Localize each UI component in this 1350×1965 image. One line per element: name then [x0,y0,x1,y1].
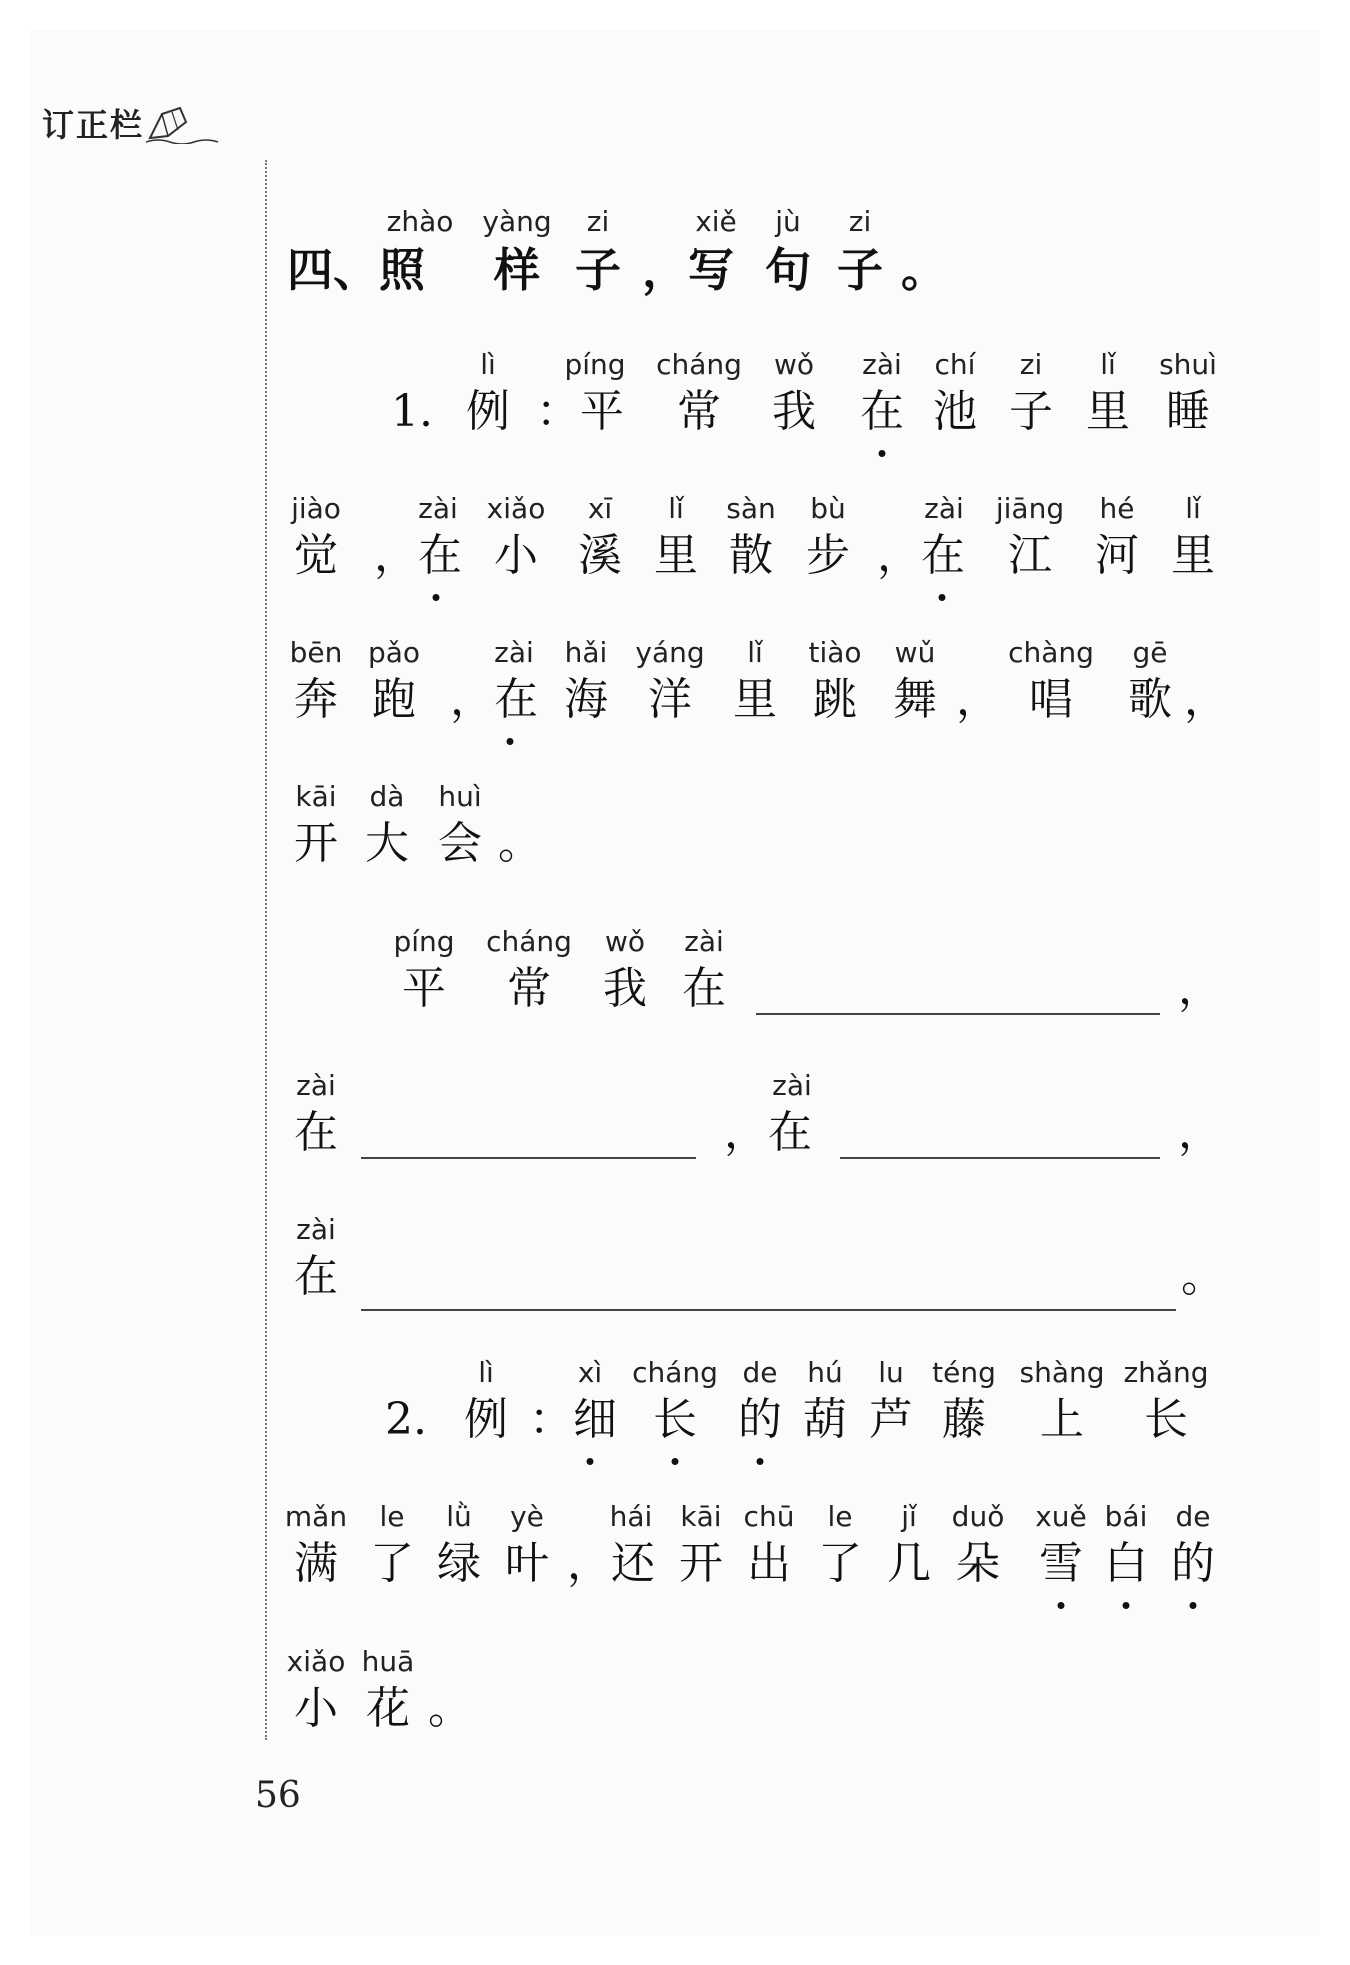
pinyin: lǐ [1185,492,1201,525]
hanzi: 开 [294,818,338,869]
hanzi: 舞 [893,674,937,725]
margin-divider [265,160,267,1740]
hanzi: 花 [366,1683,410,1734]
hanzi: 觉 [294,530,338,581]
hanzi: 溪 [578,530,622,581]
pinyin: dà [369,780,405,813]
pinyin: zài [296,1213,336,1246]
emphasis-dot [672,1458,679,1465]
emphasis-dot [1190,1602,1197,1609]
pinyin: shàng [1019,1356,1105,1389]
hanzi: 满 [294,1538,338,1589]
hanzi: 的 [1171,1538,1215,1589]
pinyin: lǜ [446,1500,472,1533]
hanzi: 例 [464,1394,508,1445]
hanzi: ， [1178,1107,1222,1158]
hanzi: 我 [772,386,816,437]
item-number: 2. [385,1394,427,1445]
hanzi: ：细 [529,1394,617,1445]
hanzi: 。 [1181,1251,1225,1302]
hanzi: 子 [1009,386,1053,437]
hanzi: 了 [370,1538,414,1589]
hanzi: 例 [466,386,510,437]
hanzi: 长 [1144,1394,1188,1445]
pinyin: zi [1019,348,1043,381]
pinyin: zhǎng [1123,1356,1209,1389]
pinyin: xiǎo [486,492,546,525]
fill-in-line-2 [288,1069,1228,1199]
pinyin: téng [932,1356,996,1389]
fill-in-line-1 [288,925,1228,1055]
heading-char: 。 [901,243,947,297]
emphasis-dot [939,594,946,601]
hanzi: 的 [738,1394,782,1445]
emphasis-dot [507,738,514,745]
pinyin: huì [438,780,482,813]
heading-char: 四、照 [287,243,425,297]
hanzi: 池 [933,386,977,437]
pinyin: wǔ [894,636,936,669]
pinyin: le [379,1500,405,1533]
pinyin: le [827,1500,853,1533]
pinyin: xuě [1035,1500,1087,1533]
pinyin: de [742,1356,778,1389]
heading-char: 句 [765,243,811,297]
hanzi: 出 [747,1538,791,1589]
pinyin: chàng [1008,636,1094,669]
hanzi: 藤 [942,1394,986,1445]
hanzi: 里 [1171,530,1215,581]
pinyin: kāi [680,1500,722,1533]
hanzi: 江 [1008,530,1052,581]
pinyin: zài [862,348,902,381]
hanzi: 里 [1086,386,1130,437]
hanzi: 叶 [505,1538,549,1589]
emphasis-dot [587,1458,594,1465]
hanzi: ：平 [536,386,624,437]
hanzi: 平 [402,963,446,1014]
hanzi: 了 [818,1538,862,1589]
pinyin: wǒ [773,348,815,381]
correction-column-header [42,100,224,146]
page-number: 56 [255,1775,301,1816]
example-2-line-1 [288,1356,1228,1486]
pinyin: mǎn [284,1500,348,1533]
pinyin: hái [609,1500,653,1533]
hanzi: 跳 [813,674,857,725]
pinyin: wǒ [604,925,646,958]
pinyin: zi [586,205,610,238]
hanzi: 海 [564,674,608,725]
hanzi: 朵 [956,1538,1000,1589]
example-1-line-3 [288,636,1228,766]
hanzi: 河 [1095,530,1139,581]
example-1-line-4 [288,780,1228,910]
pinyin: lì [480,348,496,381]
hanzi: 步 [806,530,850,581]
hanzi: ，在 [374,530,462,581]
hanzi: 洋 [648,674,692,725]
section-heading [288,205,1228,335]
emphasis-dot [879,450,886,457]
pinyin: zài [494,636,534,669]
example-1-line-1 [288,348,1228,478]
pinyin: pǎo [367,636,421,669]
pinyin: chí [934,348,976,381]
pinyin: gē [1132,636,1168,669]
pinyin: jǐ [901,1500,917,1533]
hanzi: ， [956,674,1000,725]
pencil-icon [146,100,224,144]
emphasis-dot [757,1458,764,1465]
hanzi: 睡 [1166,386,1210,437]
pinyin: zài [418,492,458,525]
pinyin: zài [296,1069,336,1102]
hanzi: 葫 [803,1394,847,1445]
hanzi: ，在 [450,674,538,725]
hanzi: 大 [365,818,409,869]
emphasis-dot [433,594,440,601]
hanzi: 歌 [1128,674,1172,725]
fill-in-line-3 [288,1213,1228,1343]
pinyin: huā [361,1645,415,1678]
pinyin: zài [684,925,724,958]
emphasis-dot [1058,1602,1065,1609]
heading-char: 子 [837,243,883,297]
pinyin: de [1175,1500,1211,1533]
hanzi: 小 [294,1683,338,1734]
hanzi: 在 [682,963,726,1014]
pinyin: xī [587,492,613,525]
pinyin: sàn [726,492,776,525]
example-2-line-3 [288,1645,1228,1775]
hanzi: 绿 [437,1538,481,1589]
hanzi: 里 [733,674,777,725]
hanzi: 会 [438,818,482,869]
pinyin: xì [577,1356,603,1389]
example-2-line-2 [284,1500,1228,1630]
answer-blank[interactable] [361,1309,1176,1311]
pinyin: zài [924,492,964,525]
hanzi: 。 [498,818,542,869]
item-number: 1. [391,386,433,437]
pinyin: lǐ [1100,348,1116,381]
pinyin: bù [810,492,846,525]
hanzi: 跑 [372,674,416,725]
pinyin: hé [1099,492,1135,525]
hanzi: 奔 [294,674,338,725]
pinyin: yàng [482,205,552,238]
pinyin: bēn [289,636,343,669]
hanzi: ， [1178,963,1222,1014]
hanzi: 开 [679,1538,723,1589]
pinyin: yáng [635,636,705,669]
hanzi: 长 [653,1394,697,1445]
hanzi: 上 [1040,1394,1084,1445]
hanzi: ，在 [877,530,965,581]
pinyin: cháng [486,925,572,958]
pinyin: jiāng [995,492,1065,525]
pinyin: cháng [632,1356,718,1389]
pinyin: bái [1104,1500,1148,1533]
hanzi: 我 [603,963,647,1014]
hanzi: 小 [494,530,538,581]
hanzi: 常 [677,386,721,437]
hanzi: 在 [294,1251,338,1302]
pinyin: xiě [695,205,737,238]
pinyin: xiǎo [286,1645,346,1678]
pinyin: zhào [386,205,454,238]
pinyin: shuì [1159,348,1217,381]
pinyin: zài [772,1069,812,1102]
hanzi: 在 [294,1107,338,1158]
hanzi: 雪 [1039,1538,1083,1589]
pinyin: lì [478,1356,494,1389]
hanzi: 。 [428,1683,472,1734]
pinyin: lǐ [668,492,684,525]
pinyin: hú [807,1356,843,1389]
heading-char: ，写 [642,243,734,297]
answer-blank[interactable] [361,1157,696,1159]
hanzi: 芦 [869,1394,913,1445]
hanzi: ，还 [567,1538,655,1589]
pinyin: tiào [808,636,862,669]
pinyin: lu [878,1356,904,1389]
hanzi: 常 [507,963,551,1014]
hanzi: ，在 [724,1107,812,1158]
hanzi: 里 [654,530,698,581]
pinyin: chū [743,1500,795,1533]
answer-blank[interactable] [840,1157,1160,1159]
heading-char: 样 [494,243,540,297]
hanzi: 几 [887,1538,931,1589]
hanzi: 在 [860,386,904,437]
pinyin: lǐ [747,636,763,669]
emphasis-dot [1123,1602,1130,1609]
pinyin: píng [564,348,626,381]
pinyin: yè [510,1500,544,1533]
pinyin: kāi [295,780,337,813]
hanzi: 散 [729,530,773,581]
hanzi: 唱 [1029,674,1073,725]
pinyin: duǒ [951,1500,1005,1533]
pinyin: jiào [291,492,341,525]
heading-char: 子 [575,243,621,297]
example-1-line-2 [288,492,1228,622]
pinyin: jù [775,205,801,238]
answer-blank[interactable] [756,1013,1160,1015]
correction-label: 订正栏 [42,106,145,144]
hanzi: ， [1184,674,1228,725]
hanzi: 白 [1104,1538,1148,1589]
pinyin: zi [848,205,872,238]
pinyin: cháng [656,348,742,381]
pinyin: píng [393,925,455,958]
pinyin: hǎi [564,636,608,669]
